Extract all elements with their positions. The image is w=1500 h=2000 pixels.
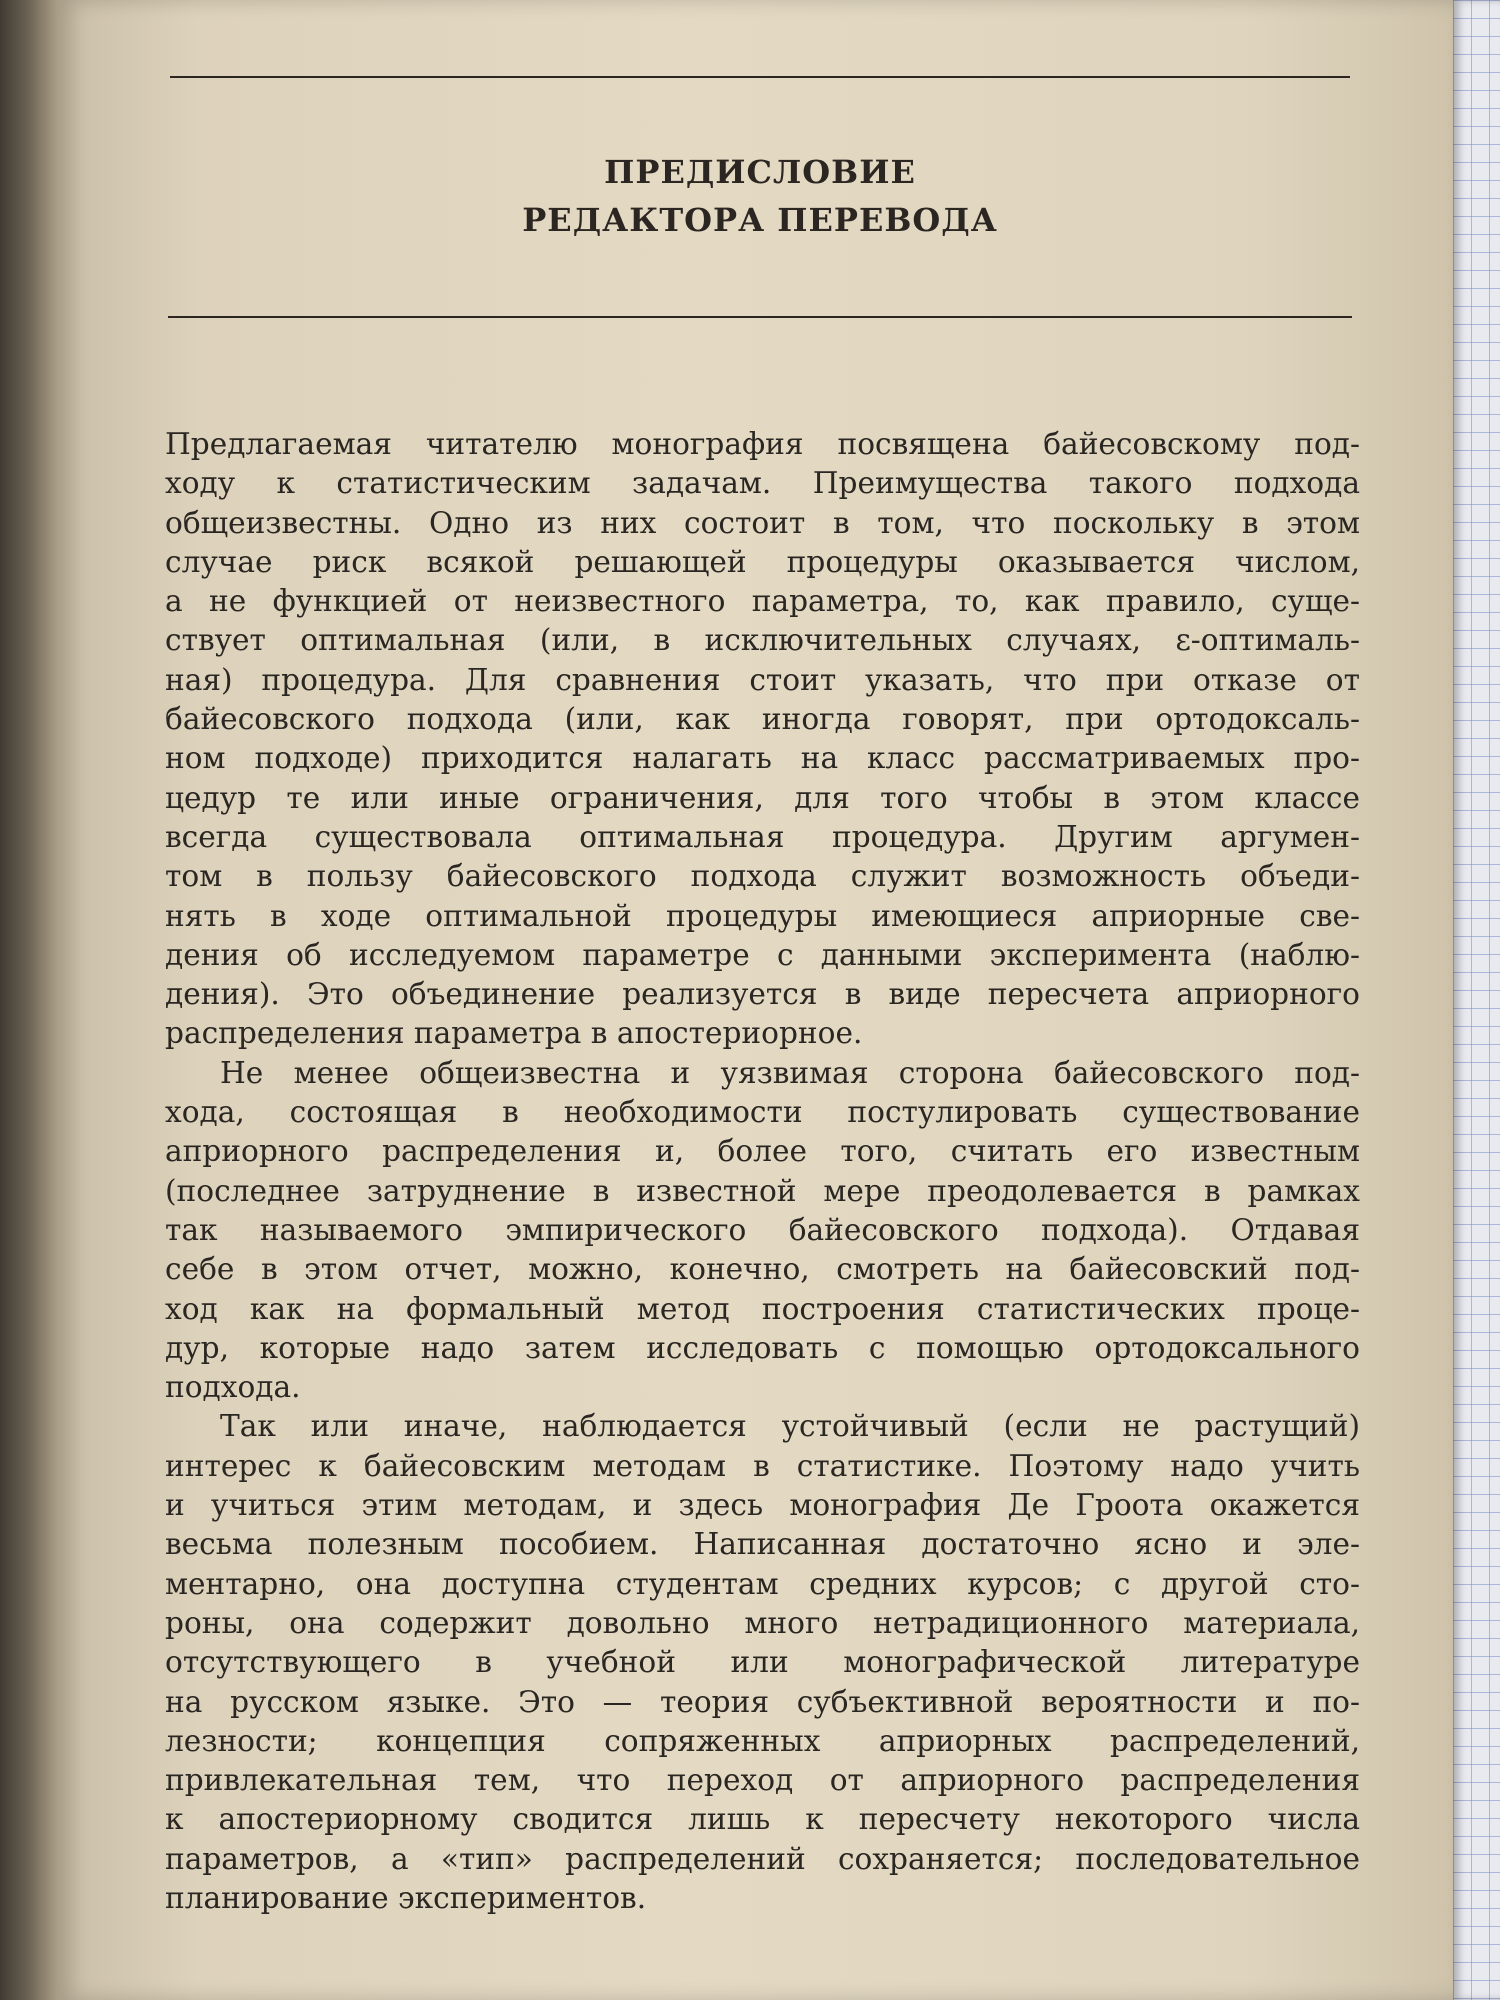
text-line: на русском языке. Это — теория субъективной вероятности и по- [165, 1684, 1360, 1719]
text-line: дения). Это объединение реализуется в виде пересчета априорного [165, 977, 1360, 1012]
top-rule [170, 76, 1350, 78]
text-line: Не менее общеизвестна и уязвимая сторона байесовского под- [220, 1055, 1360, 1090]
text-line: том в пользу байесовского подхода служит возможность объеди- [165, 859, 1360, 894]
text-line: (последнее затруднение в известной мере преодолевается в рамках [165, 1173, 1360, 1208]
text-line: общеизвестны. Одно из них состоит в том, что поскольку в этом [165, 505, 1360, 540]
text-line: цедур те или иные ограничения, для того чтобы в этом классе [165, 780, 1360, 815]
paragraph-2 [165, 1054, 1360, 1408]
text-line: а не функцией от неизвестного параметра, то, как правило, суще- [165, 584, 1360, 619]
text-line: Так или иначе, наблюдается устойчивый (если не растущий) [220, 1409, 1360, 1444]
text-line: роны, она содержит довольно много нетрадиционного материала, [165, 1605, 1360, 1640]
text-line: априорного распределения и, более того, считать его известным [165, 1134, 1360, 1169]
text-line: дур, которые надо затем исследовать с помощью ортодоксального [165, 1330, 1360, 1365]
chapter-heading [170, 148, 1350, 244]
text-line: интерес к байесовским методам в статистике. Поэтому надо учить [165, 1448, 1360, 1483]
grid-paper-edge [1453, 0, 1500, 2000]
text-line: ная) процедура. Для сравнения стоит указать, что при отказе от [165, 662, 1360, 697]
text-line: подхода. [165, 1370, 301, 1405]
bottom-rule [168, 316, 1352, 318]
text-line: планирование экспериментов. [165, 1880, 647, 1915]
text-line: ход как на формальный метод построения статистических проце- [165, 1291, 1360, 1326]
book-spine-shadow [0, 0, 62, 2000]
text-line: байесовского подхода (или, как иногда говорят, при ортодоксаль- [165, 702, 1360, 737]
text-line: хода, состоящая в необходимости постулировать существование [165, 1095, 1360, 1130]
text-line: Предлагаемая читателю монография посвящена байесовскому под- [165, 427, 1360, 461]
text-line: нять в ходе оптимальной процедуры имеющиеся априорные све- [165, 898, 1360, 933]
text-line: к апостериорному сводится лишь к пересчету некоторого числа [165, 1802, 1360, 1837]
text-line: так называемого эмпирического байесовского подхода). Отдавая [165, 1212, 1360, 1247]
text-line: дения об исследуемом параметре с данными эксперимента (наблю- [165, 937, 1360, 972]
text-line: параметров, а «тип» распределений сохраняется; последовательное [165, 1841, 1360, 1876]
text-line: ствует оптимальная (или, в исключительных случаях, ε-оптималь- [165, 623, 1360, 658]
heading-line-2: РЕДАКТОРА ПЕРЕВОДА [522, 201, 998, 239]
text-line: весьма полезным пособием. Написанная достаточно ясно и эле- [165, 1527, 1360, 1562]
text-line: ментарно, она доступна студентам средних курсов; с другой сто- [165, 1566, 1360, 1601]
text-line: отсутствующего в учебной или монографической литературе [165, 1645, 1360, 1680]
text-line: ходу к статистическим задачам. Преимущества такого подхода [165, 466, 1360, 501]
text-line: распределения параметра в апостериорное. [165, 1016, 863, 1051]
text-line: случае риск всякой решающей процедуры оказывается числом, [165, 544, 1360, 579]
text-line: лезности; концепция сопряженных априорных распределений, [165, 1723, 1360, 1758]
paragraph-1 [165, 425, 1360, 1054]
text-line: себе в этом отчет, можно, конечно, смотреть на байесовский под- [165, 1252, 1360, 1287]
paragraph-3 [165, 1407, 1360, 1918]
body-text [165, 425, 1360, 1918]
text-line: и учиться этим методам, и здесь монография Де Гроота окажется [165, 1488, 1360, 1523]
text-line: всегда существовала оптимальная процедура. Другим аргумен- [165, 819, 1360, 854]
heading-line-1: ПРЕДИСЛОВИЕ [604, 153, 916, 191]
text-line: ном подходе) приходится налагать на класс рассматриваемых про- [165, 741, 1360, 776]
text-line: привлекательная тем, что переход от априорного распределения [165, 1763, 1360, 1798]
